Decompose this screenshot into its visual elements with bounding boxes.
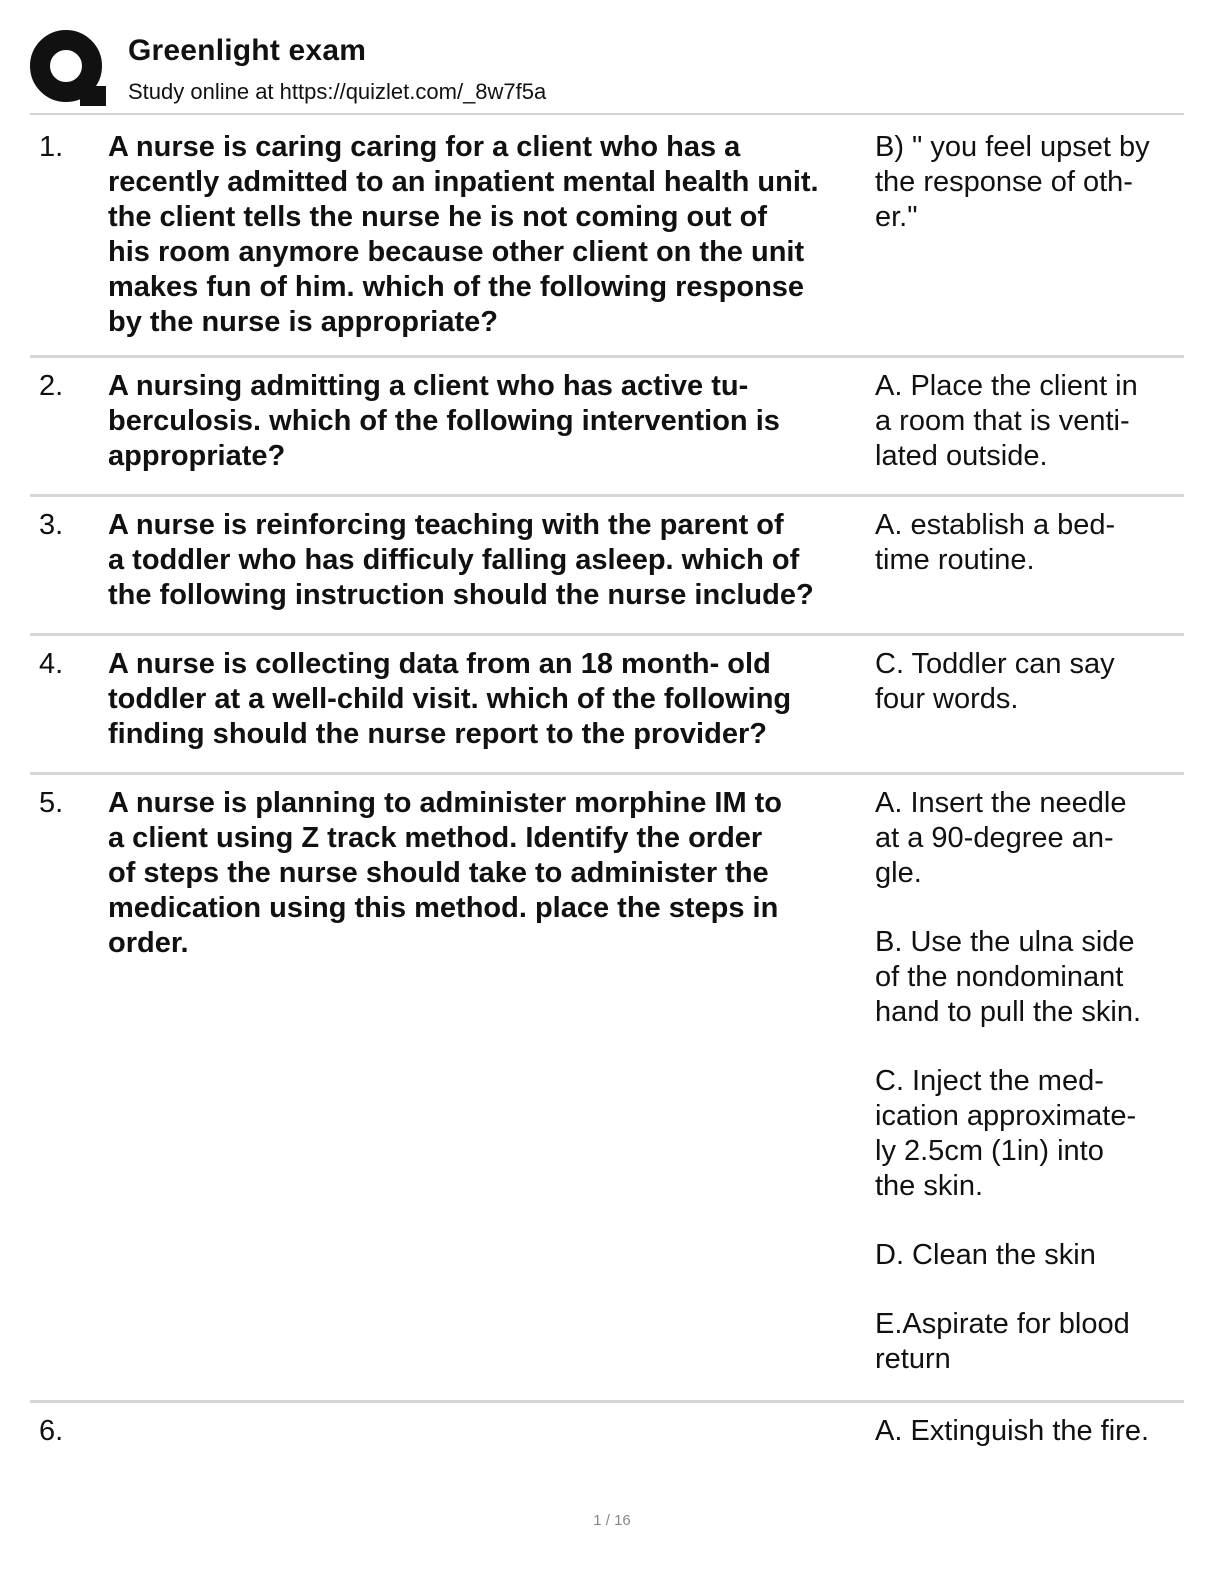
question-line: a client using Z track method. Identify the order bbox=[108, 822, 763, 854]
answer-line: the skin. bbox=[875, 1170, 983, 1202]
card-answer bbox=[875, 786, 1175, 1377]
question-line: by the nurse is appropriate? bbox=[108, 306, 498, 338]
flashcard-row bbox=[30, 636, 1184, 775]
answer-line: of the nondominant bbox=[875, 961, 1124, 993]
card-number: 6. bbox=[39, 1415, 64, 1447]
question-line: makes fun of him. which of the following response bbox=[108, 271, 805, 303]
answer-line: B. Use the ulna side bbox=[875, 926, 1135, 958]
answer-line: C. Toddler can say bbox=[875, 648, 1115, 680]
flashcard-row bbox=[30, 1403, 1184, 1483]
answer-line: at a 90-degree an- bbox=[875, 822, 1114, 854]
answer-line: A. Place the client in bbox=[875, 370, 1138, 402]
question-line: A nurse is planning to administer morphine IM to bbox=[108, 787, 783, 819]
answer-line: A. Extinguish the fire. bbox=[875, 1415, 1150, 1447]
card-answer bbox=[875, 508, 1175, 578]
card-answer bbox=[875, 647, 1175, 717]
answer-line: C. Inject the med- bbox=[875, 1065, 1104, 1097]
answer-line: B) " you feel upset by bbox=[875, 131, 1150, 163]
answer-line: hand to pull the skin. bbox=[875, 996, 1142, 1028]
question-line: of steps the nurse should take to administer the bbox=[108, 857, 769, 889]
study-online-link[interactable]: Study online at https://quizlet.com/_8w7f5a bbox=[128, 79, 547, 104]
question-line: his room anymore because other client on the unit bbox=[108, 236, 805, 268]
question-line: the client tells the nurse he is not coming out of bbox=[108, 201, 767, 233]
answer-gap bbox=[875, 891, 1175, 925]
card-answer bbox=[875, 130, 1175, 235]
question-line: A nurse is reinforcing teaching with the parent of bbox=[108, 509, 784, 541]
card-number: 3. bbox=[39, 509, 64, 541]
question-line: A nurse is caring caring for a client who has a bbox=[108, 131, 741, 163]
answer-line: A. establish a bed- bbox=[875, 509, 1116, 541]
answer-line: gle. bbox=[875, 857, 922, 889]
card-number: 4. bbox=[39, 648, 64, 680]
answer-gap bbox=[875, 1273, 1175, 1307]
question-line: order. bbox=[108, 927, 189, 959]
question-line: the following instruction should the nurse include? bbox=[108, 579, 814, 611]
card-answer bbox=[875, 369, 1175, 474]
flashcard-row bbox=[30, 497, 1184, 636]
answer-line: D. Clean the skin bbox=[875, 1239, 1096, 1271]
card-question bbox=[108, 125, 868, 340]
flashcard-row bbox=[30, 775, 1184, 1403]
answer-gap bbox=[875, 1204, 1175, 1238]
answer-gap bbox=[875, 1030, 1175, 1064]
answer-line: return bbox=[875, 1343, 951, 1375]
answer-line: ly 2.5cm (1in) into bbox=[875, 1135, 1104, 1167]
document-title: Greenlight exam bbox=[128, 34, 367, 67]
page-number: 1 / 16 bbox=[593, 1512, 631, 1529]
card-question bbox=[108, 636, 868, 752]
quizlet-logo-icon bbox=[30, 28, 106, 108]
flashcard-row bbox=[30, 125, 1184, 358]
question-line: berculosis. which of the following intervention is bbox=[108, 405, 780, 437]
question-line: appropriate? bbox=[108, 440, 286, 472]
card-question bbox=[108, 775, 868, 961]
card-number: 1. bbox=[39, 131, 64, 163]
question-line: toddler at a well-child visit. which of the following bbox=[108, 683, 792, 715]
question-line: A nursing admitting a client who has active tu- bbox=[108, 370, 749, 402]
answer-line: time routine. bbox=[875, 544, 1035, 576]
card-number: 2. bbox=[39, 370, 64, 402]
question-line: a toddler who has difficuly falling asleep. which of bbox=[108, 544, 800, 576]
question-line: finding should the nurse report to the provider? bbox=[108, 718, 767, 750]
card-answer bbox=[875, 1414, 1175, 1449]
answer-line: a room that is venti- bbox=[875, 405, 1130, 437]
document-header bbox=[30, 28, 1184, 114]
question-line: recently admitted to an inpatient mental health unit. bbox=[108, 166, 819, 198]
flashcard-row bbox=[30, 358, 1184, 497]
answer-line: er." bbox=[875, 201, 918, 233]
card-question bbox=[108, 1403, 868, 1414]
answer-line: four words. bbox=[875, 683, 1019, 715]
answer-line: A. Insert the needle bbox=[875, 787, 1127, 819]
answer-line: lated outside. bbox=[875, 440, 1048, 472]
answer-line: the response of oth- bbox=[875, 166, 1133, 198]
header-divider bbox=[30, 113, 1184, 115]
answer-line: E.Aspirate for blood bbox=[875, 1308, 1130, 1340]
card-number: 5. bbox=[39, 787, 64, 819]
card-question bbox=[108, 358, 868, 474]
flashcard-list bbox=[30, 125, 1184, 1483]
question-line: A nurse is collecting data from an 18 month- old bbox=[108, 648, 771, 680]
question-line: medication using this method. place the steps in bbox=[108, 892, 779, 924]
card-question bbox=[108, 497, 868, 613]
answer-line: ication approximate- bbox=[875, 1100, 1137, 1132]
